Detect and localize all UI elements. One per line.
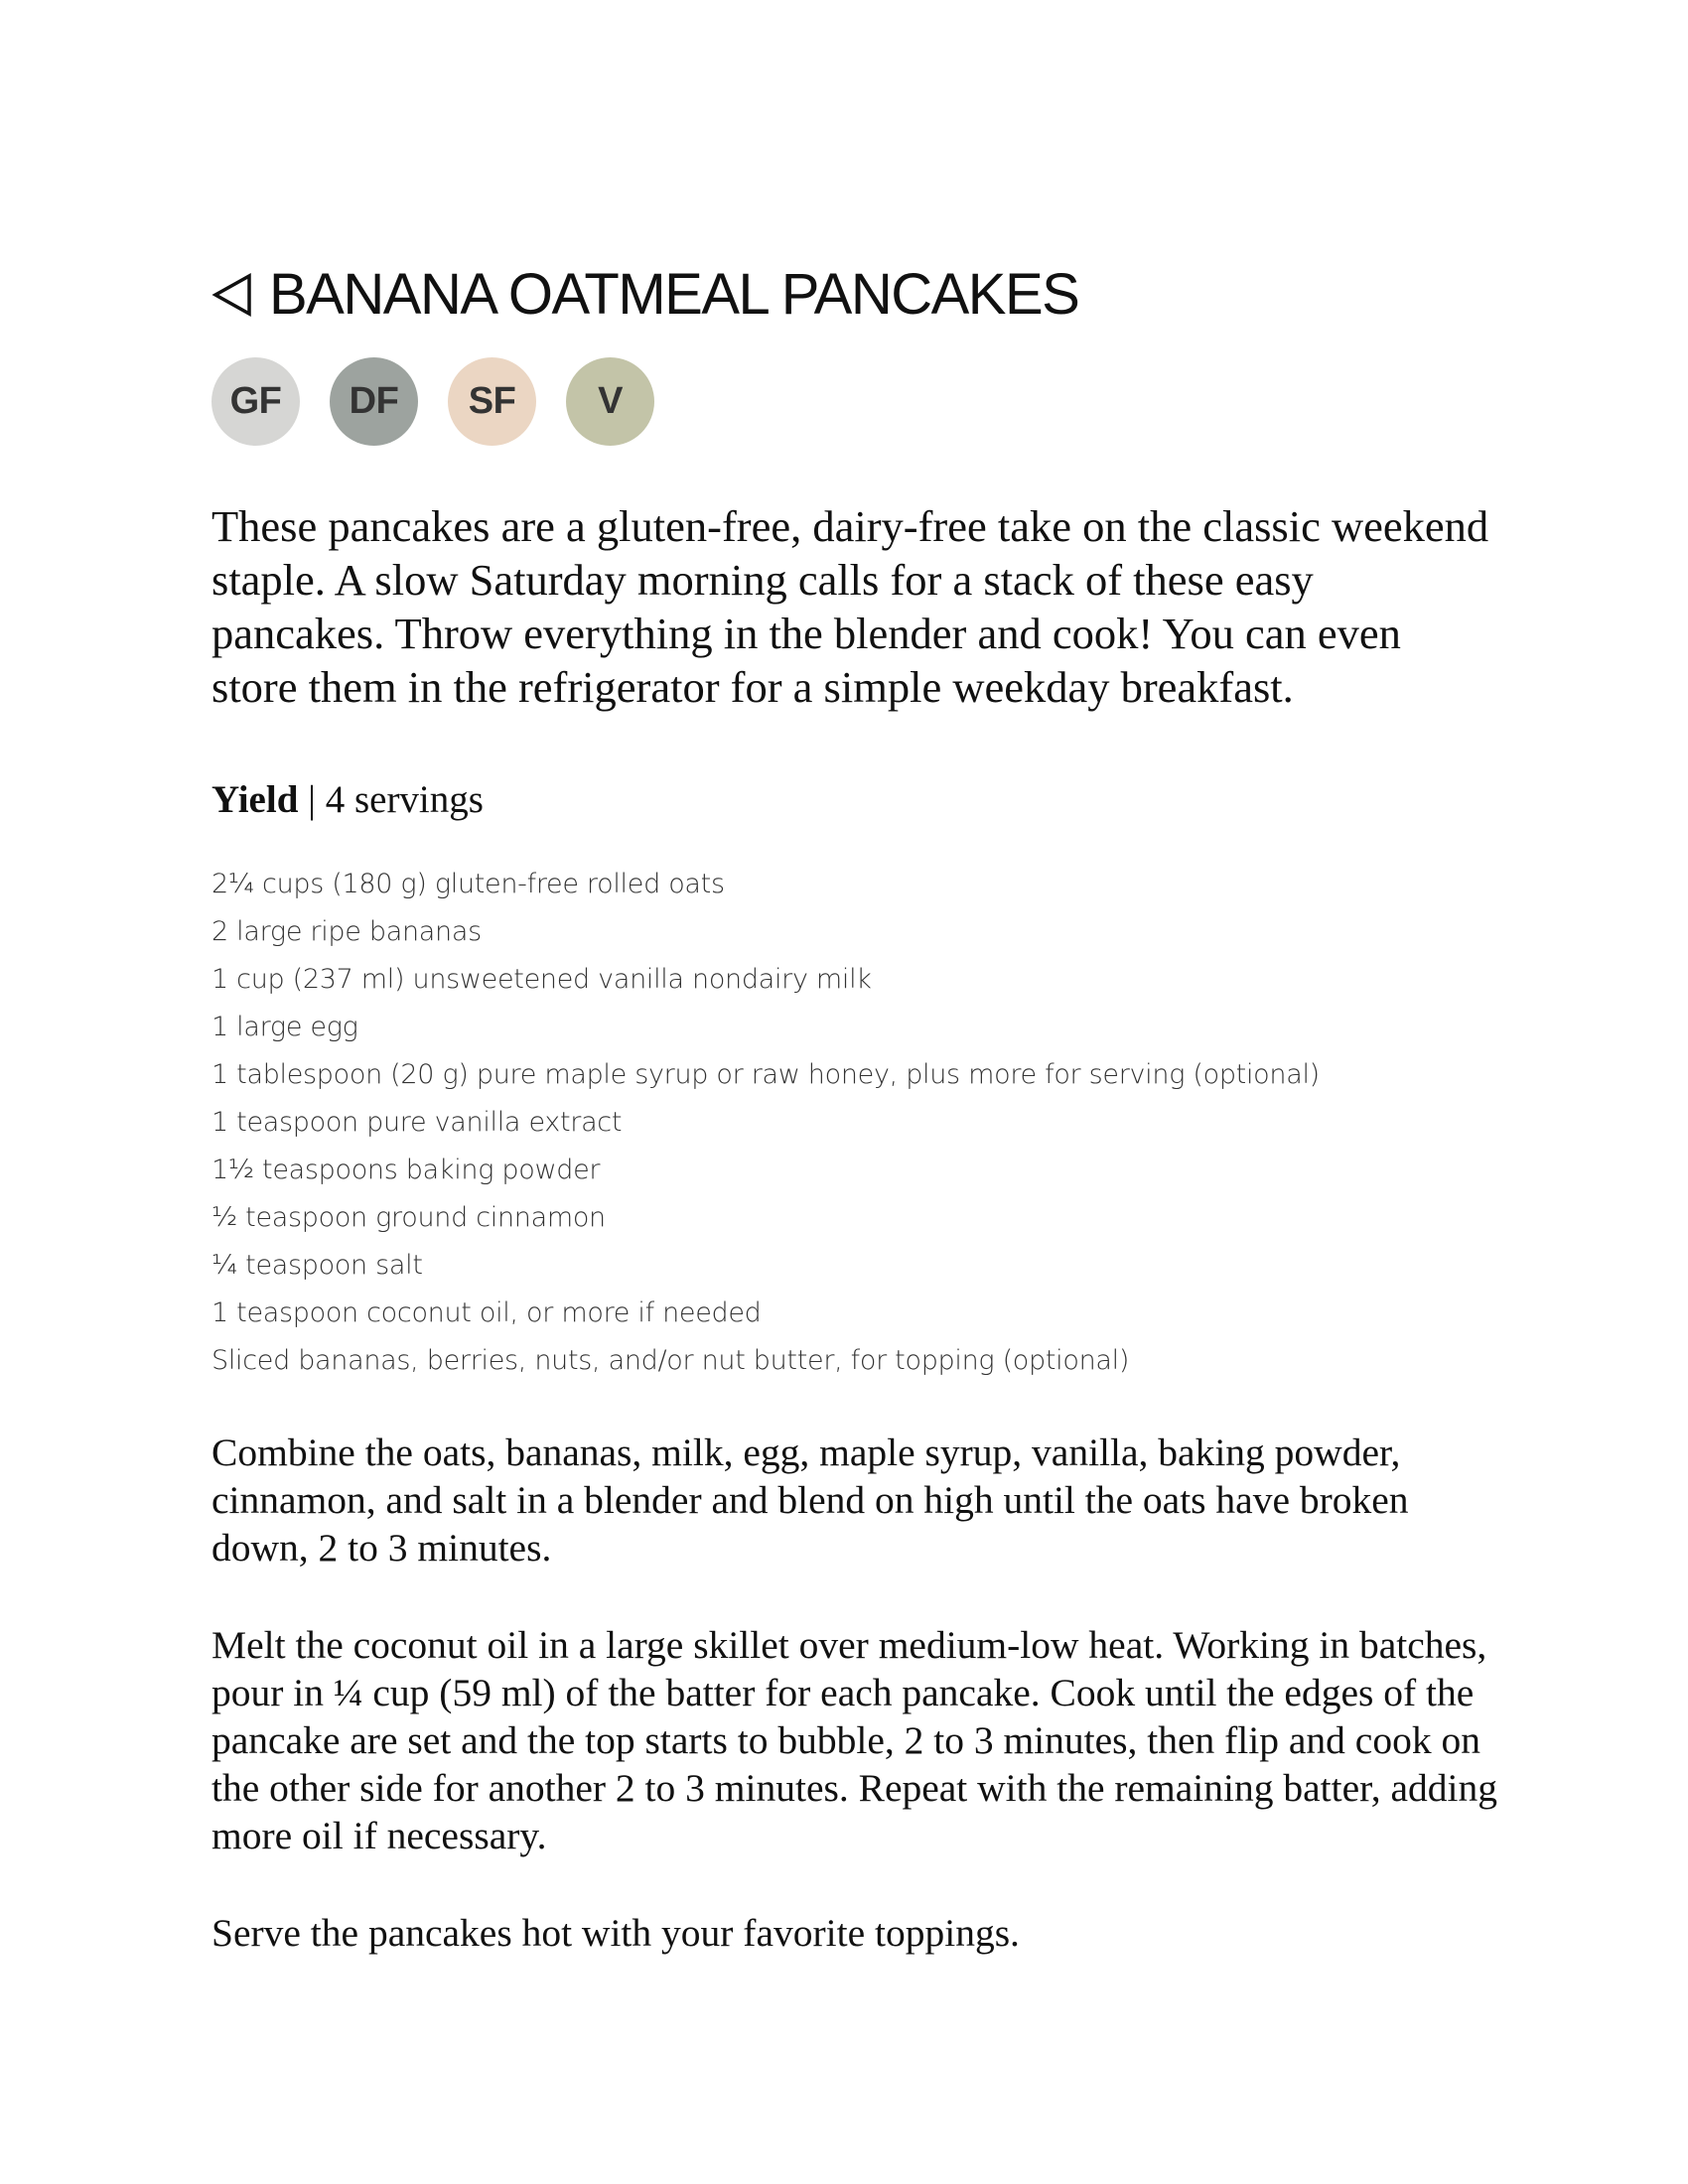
badge-vegan: V	[566, 357, 654, 446]
yield-value: 4 servings	[325, 778, 484, 821]
back-triangle-icon[interactable]	[211, 270, 253, 320]
title-row	[211, 260, 1502, 330]
ingredient-item: 1 teaspoon pure vanilla extract	[211, 1107, 623, 1138]
ingredient-item: Sliced bananas, berries, nuts, and/or nut butter, for topping (optional)	[211, 1345, 1130, 1376]
ingredient-item: 1½ teaspoons baking powder	[211, 1155, 601, 1185]
ingredient-item: 1 tablespoon (20 g) pure maple syrup or raw honey, plus more for serving (optional)	[211, 1059, 1320, 1090]
badge-sugar-free: SF	[448, 357, 536, 446]
ingredient-item: 1 cup (237 ml) unsweetened vanilla nondairy milk	[211, 964, 872, 995]
ingredient-item: 2 large ripe bananas	[211, 916, 482, 947]
instruction-step: Combine the oats, bananas, milk, egg, maple syrup, vanilla, baking powder, cinnamon, and salt in a blender and blend on high until the oats have broken down, 2 to 3 minutes.	[211, 1431, 1409, 1570]
ingredient-item: 2¼ cups (180 g) gluten-free rolled oats	[211, 869, 725, 899]
ingredient-list	[211, 861, 1502, 1385]
ingredient-item: 1 teaspoon coconut oil, or more if needed	[211, 1297, 762, 1328]
instruction-step: Serve the pancakes hot with your favorite toppings.	[211, 1911, 1020, 1955]
ingredient-item: ¼ teaspoon salt	[211, 1250, 423, 1281]
ingredient-item: 1 large egg	[211, 1012, 358, 1042]
yield-label: Yield	[211, 778, 299, 821]
yield-separator: |	[298, 778, 326, 821]
recipe-intro: These pancakes are a gluten-free, dairy-free take on the classic weekend staple. A slow Saturday morning calls for a stack of these easy pancakes. Throw everything in the blender and cook! You can even store them in the refrigerator for a simple weekday breakfast.	[211, 501, 1489, 712]
recipe-yield	[211, 775, 1502, 825]
badge-dairy-free: DF	[330, 357, 418, 446]
recipe-page	[211, 260, 1502, 1957]
badge-gluten-free: GF	[211, 357, 300, 446]
ingredient-item: ½ teaspoon ground cinnamon	[211, 1202, 606, 1233]
recipe-title: BANANA OATMEAL PANCAKES	[269, 262, 1079, 327]
diet-badges	[211, 357, 1502, 446]
instruction-step: Melt the coconut oil in a large skillet over medium-low heat. Working in batches, pour in ¼ cup (59 ml) of the batter for each pancake. Cook until the edges of the pancake are set and the top starts to bubble, 2 to 3 minutes, then flip and cook on the other side for another 2 to 3 minutes. Repeat with the remaining batter, adding more oil if necessary.	[211, 1623, 1497, 1857]
